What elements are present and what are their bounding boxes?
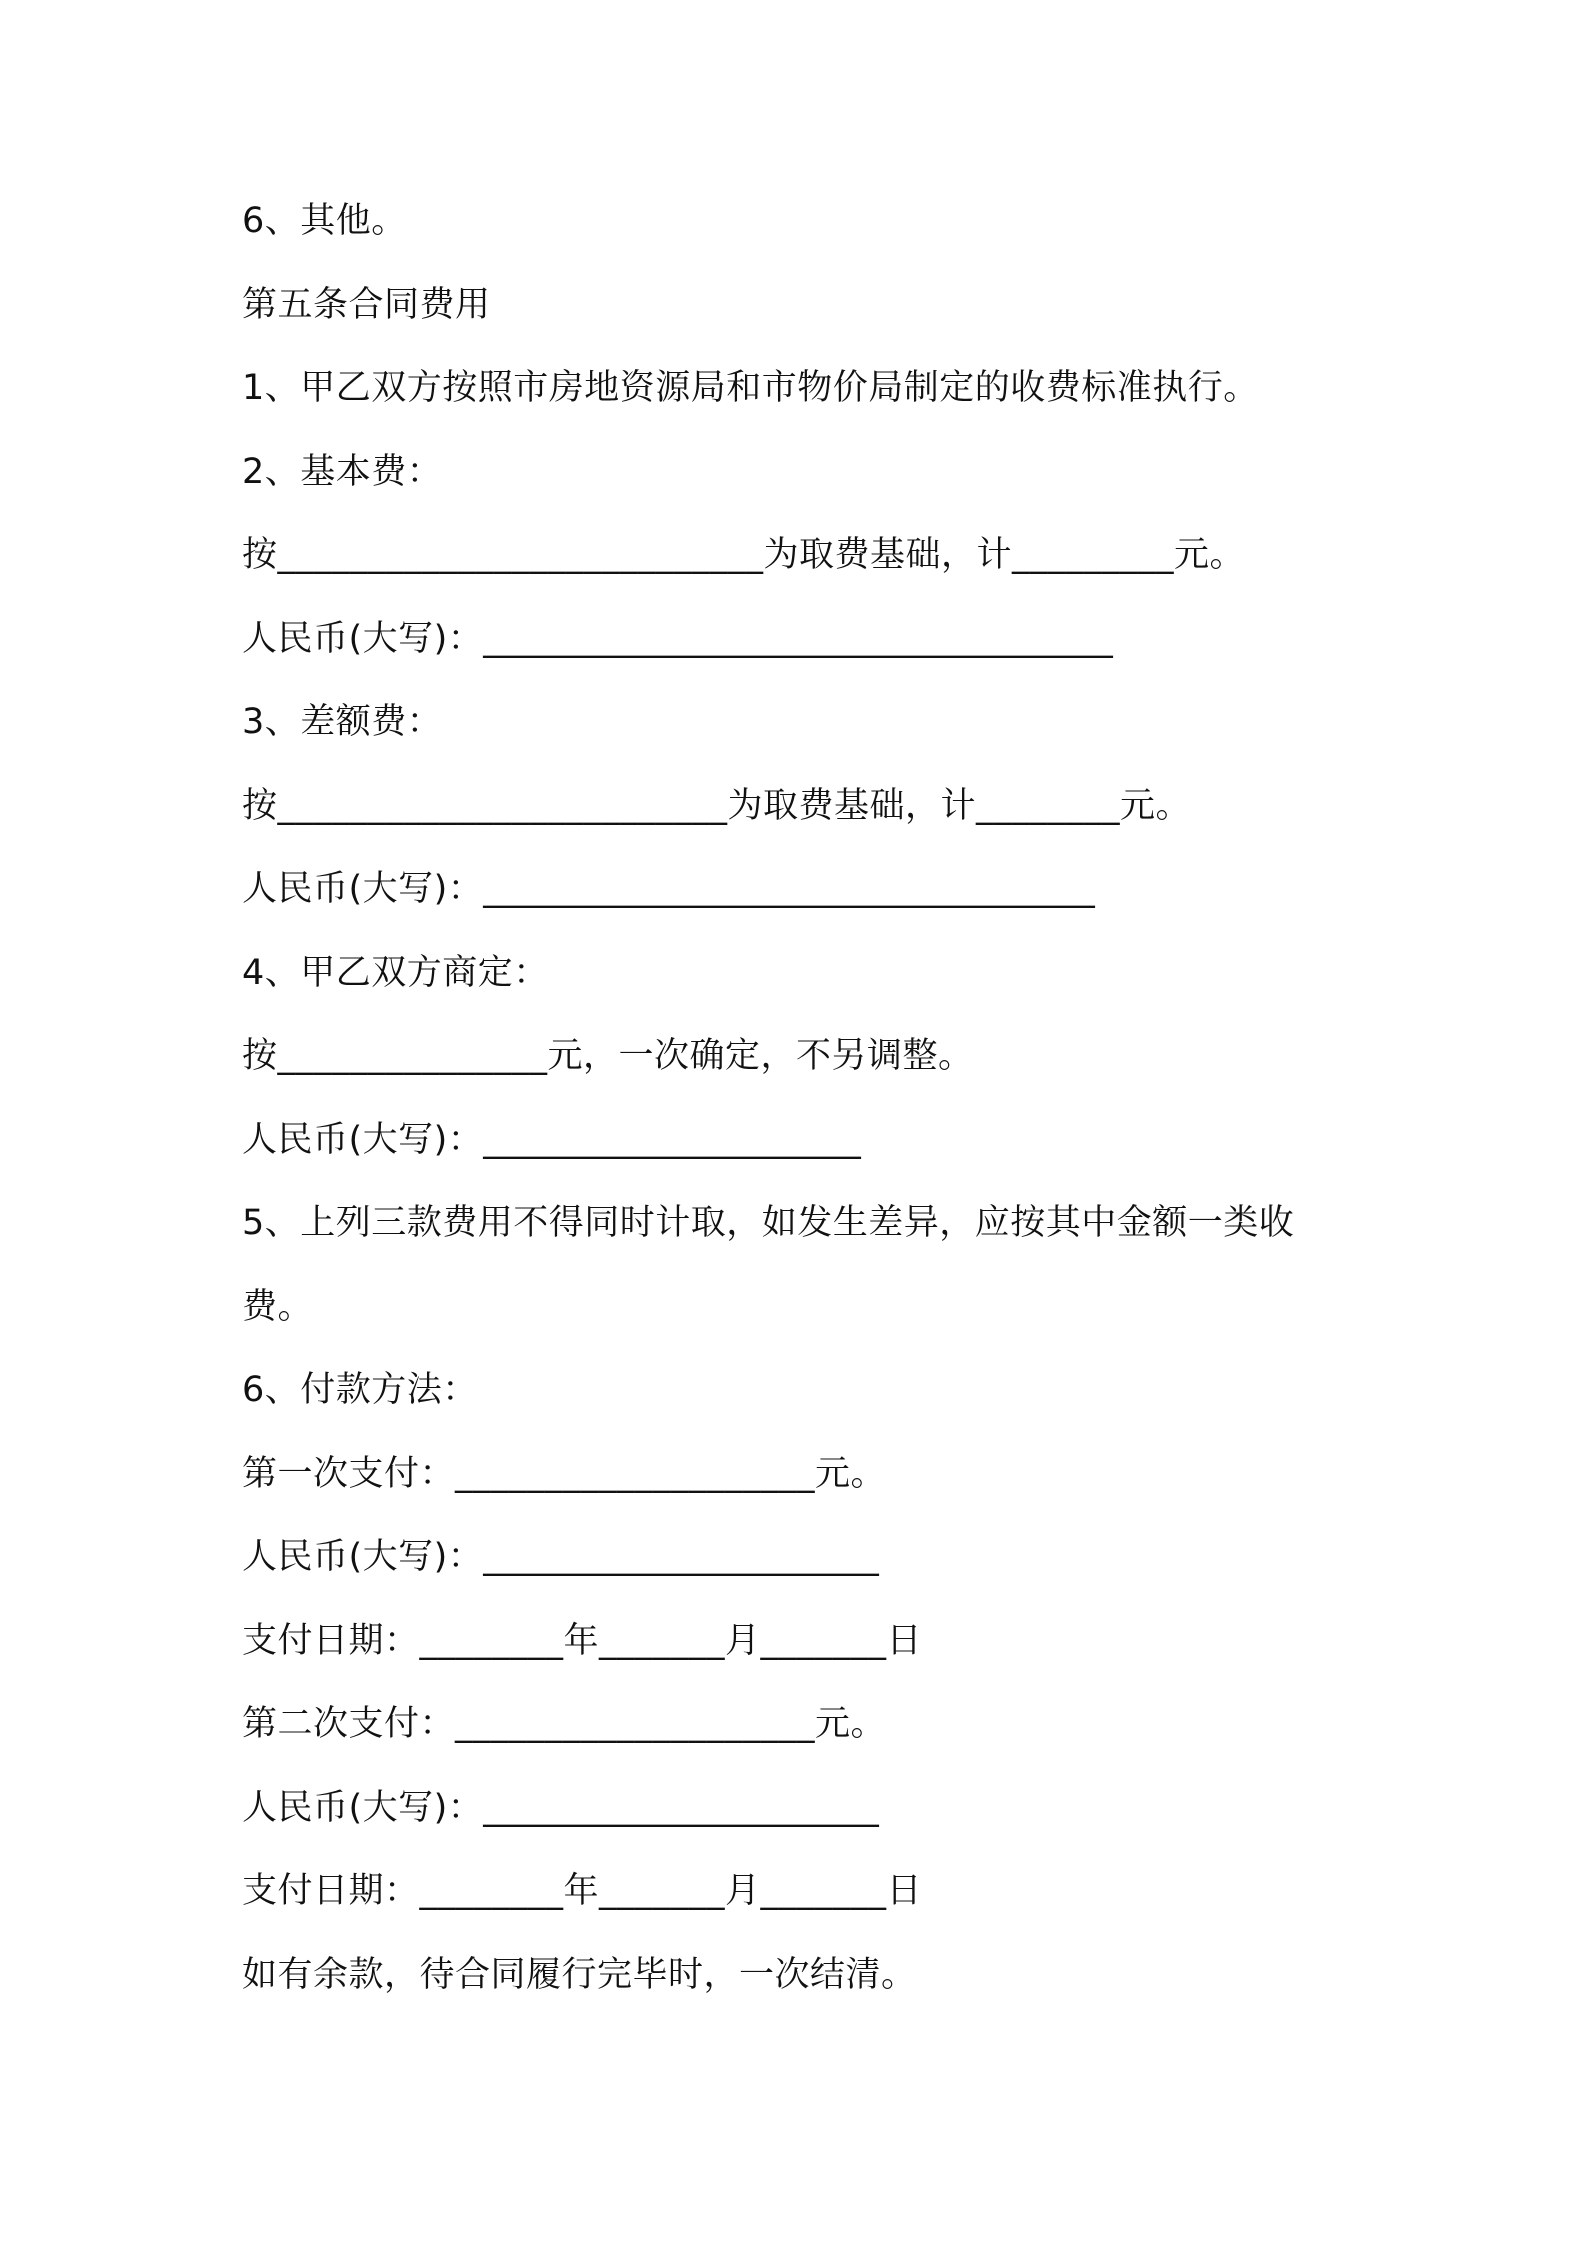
clause-basic-fee: 2、基本费： xyxy=(242,451,443,492)
negotiated-fee-rmb-line: 人民币(大写)：_____________________ xyxy=(242,1119,862,1160)
clause-payment-method: 6、付款方法： xyxy=(242,1370,478,1410)
basic-fee-rmb-line: 人民币(大写)：___________________________________ xyxy=(242,618,1114,659)
basic-fee-basis-line: 按___________________________为取费基础，计_________元。 xyxy=(242,535,1246,575)
clause-fee-exclusivity: 5、上列三款费用不得同时计取，如发生差异，应按其中金额一类收 xyxy=(242,1203,1295,1243)
second-payment-rmb-line: 人民币(大写)：______________________ xyxy=(242,1787,880,1828)
difference-fee-basis-line: 按_________________________为取费基础，计________元。 xyxy=(242,785,1192,826)
first-payment-date-line: 支付日期：________年_______月_______日 xyxy=(242,1620,923,1661)
balance-settlement-line: 如有余款，待合同履行完毕时，一次结清。 xyxy=(242,1954,917,1995)
first-payment-rmb-line: 人民币(大写)：______________________ xyxy=(242,1537,880,1577)
first-payment-line: 第一次支付：____________________元。 xyxy=(242,1453,887,1494)
clause-difference-fee: 3、差额费： xyxy=(242,702,443,742)
difference-fee-rmb-line: 人民币(大写)：__________________________________ xyxy=(242,869,1096,909)
second-payment-line: 第二次支付：____________________元。 xyxy=(242,1704,887,1744)
clause-fee-standard: 1、甲乙双方按照市房地资源局和市物价局制定的收费标准执行。 xyxy=(242,368,1259,408)
second-payment-date-line: 支付日期：________年_______月_______日 xyxy=(242,1871,923,1911)
negotiated-fee-line: 按_______________元，一次确定，不另调整。 xyxy=(242,1036,974,1076)
clause-negotiated-fee: 4、甲乙双方商定： xyxy=(242,952,549,993)
article-five-heading: 第五条合同费用 xyxy=(242,284,491,325)
clause-other: 6、其他。 xyxy=(242,201,407,241)
clause-fee-exclusivity-cont: 费。 xyxy=(242,1286,314,1327)
document-page xyxy=(242,200,1382,2037)
